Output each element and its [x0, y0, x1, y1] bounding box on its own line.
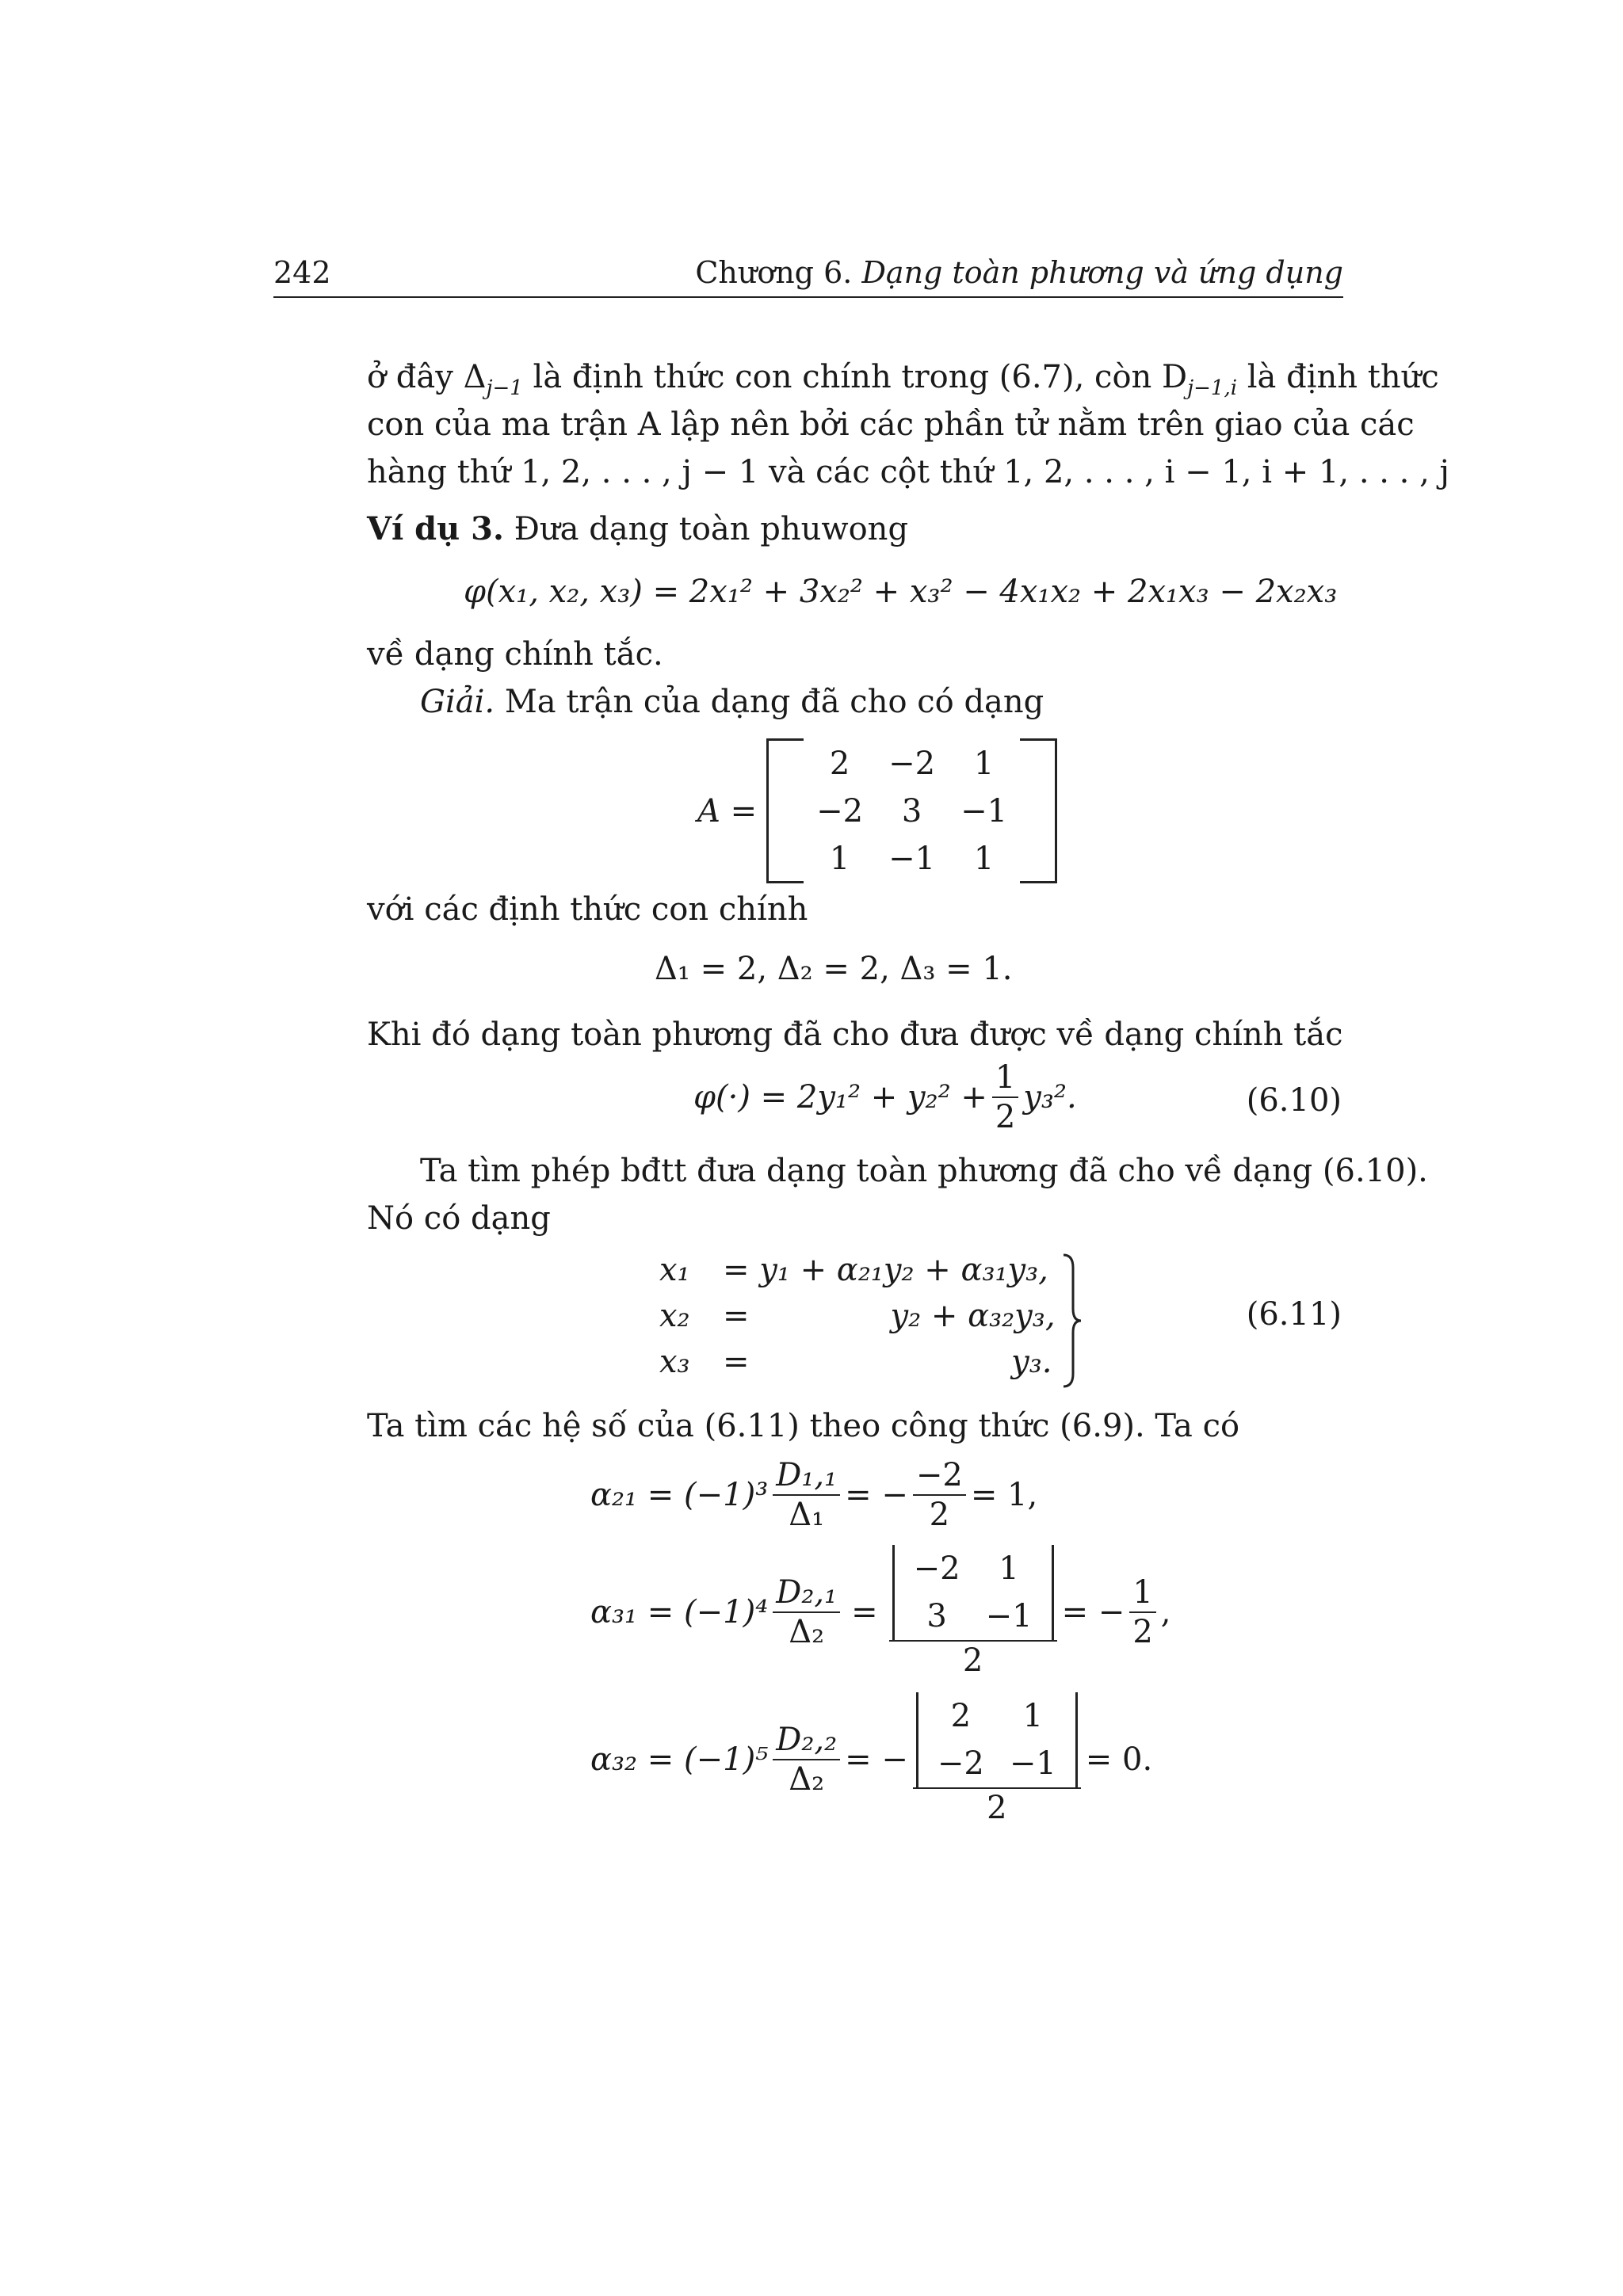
alpha32-eq: α₃₂ = (−1)⁵ $\frac{\text{D₂,₂}}{\text{Δ₂}}$ = − 2 1 −2 −1 2 = 0.: [590, 1692, 1152, 1827]
fraction: $\frac{\text{D₂,₁}}{\text{Δ₂}}$: [773, 1573, 840, 1651]
running-header: [695, 255, 1343, 290]
header-rule: [273, 296, 1343, 298]
system-row: x₃ = y₃.: [659, 1344, 1052, 1380]
system-6-11: [659, 1252, 1084, 1390]
determinant: −2 1 3 −1: [892, 1545, 1054, 1640]
fraction: $\frac{-2}{2}$: [913, 1456, 966, 1534]
coef-intro: Ta tìm các hệ số của (6.11) theo công thức (6.9). Ta có: [367, 1408, 1240, 1444]
alpha21-eq: α₂₁ = (−1)³ $\frac{\text{D₁,₁}}{\text{Δ₁}}$ = − $\frac{-2}{2}$ = 1,: [590, 1457, 1038, 1533]
para1-line2: con của ma trận A lập nên bởi các phần tử nằm trên giao của các: [367, 406, 1415, 443]
solution-label: Giải.: [420, 684, 495, 720]
minors-intro: với các định thức con chính: [367, 891, 808, 928]
eq-number-6-11: (6.11): [1246, 1296, 1342, 1333]
matrix-cell: −2: [888, 745, 936, 782]
matrix-A-table: [766, 738, 1057, 883]
matrix-cell: −1: [888, 840, 936, 877]
example-label: Ví dụ 3.: [367, 510, 504, 547]
solution-intro: Giải. Ma trận của dạng đã cho có dạng: [420, 684, 1044, 720]
para1-line1: ở đây $\Delta_{j-1}$ là định thức con chính trong (6.7), còn $D_{j-1,i}$ là định thức: [367, 359, 1439, 400]
system-row: x₁ = y₁ + α₂₁y₂ + α₃₁y₃,: [659, 1252, 1048, 1288]
quadratic-form: φ(x₁, x₂, x₃) = 2x₁² + 3x₂² + x₃² − 4x₁x₂ + 2x₁x₃ − 2x₂x₃: [464, 574, 1338, 610]
determinant-fraction: 2 1 −2 −1 2: [913, 1692, 1081, 1827]
canonical-intro: Khi đó dạng toàn phương đã cho đưa được về dạng chính tắc: [367, 1016, 1343, 1053]
determinant: 2 1 −2 −1: [916, 1692, 1078, 1787]
fraction: $\frac{1}{2}$: [1129, 1573, 1155, 1651]
matrix-cell: 2: [829, 745, 850, 782]
example-outro: về dạng chính tắc.: [367, 636, 663, 673]
matrix-cell: −1: [960, 792, 1008, 830]
matrix-cell: 1: [829, 840, 850, 877]
matrix-cell: −2: [816, 792, 864, 830]
canonical-form: φ(·) = 2y₁² + y₂² + $\frac{1}{2}$ y₃².: [693, 1059, 1077, 1135]
fraction: $\frac{\text{D₁,₁}}{\text{Δ₁}}$: [773, 1456, 840, 1534]
chapter-title: Dạng toàn phương và ứng dụng: [861, 255, 1343, 290]
matrix-cell: 1: [973, 840, 995, 877]
page-number: 242: [273, 255, 331, 290]
eq-number-6-10: (6.10): [1246, 1082, 1342, 1119]
fraction: $\frac{1}{2}$: [992, 1058, 1018, 1136]
matrix-A: A = 2 −2 1 −2 3 −1 1 −1 1: [697, 738, 1057, 883]
example-heading: Ví dụ 3. Đưa dạng toàn phuwong: [367, 510, 909, 547]
system-row: x₂ = y₂ + α₃₂y₃,: [659, 1298, 1056, 1334]
matrix-cell: 1: [973, 745, 995, 782]
fraction: $\frac{\text{D₂,₂}}{\text{Δ₂}}$: [773, 1721, 840, 1798]
matrix-cell: 3: [901, 792, 922, 830]
determinant-fraction: −2 1 3 −1 2: [889, 1545, 1057, 1680]
right-brace-icon: [1060, 1252, 1084, 1390]
transform-line2: Nó có dạng: [367, 1200, 551, 1237]
chapter-prefix: Chương 6.: [695, 255, 853, 290]
minors: Δ₁ = 2, Δ₂ = 2, Δ₃ = 1.: [655, 951, 1013, 987]
transform-line1: Ta tìm phép bđtt đưa dạng toàn phương đã cho về dạng (6.10).: [420, 1153, 1428, 1189]
alpha31-eq: α₃₁ = (−1)⁴ $\frac{\text{D₂,₁}}{\text{Δ₂}}$ = −2 1 3 −1 2 = − $\frac{1}{2}$ ,: [590, 1545, 1170, 1680]
para1-line3: hàng thứ 1, 2, . . . , j − 1 và các cột thứ 1, 2, . . . , i − 1, i + 1, . . . , j: [367, 454, 1449, 490]
